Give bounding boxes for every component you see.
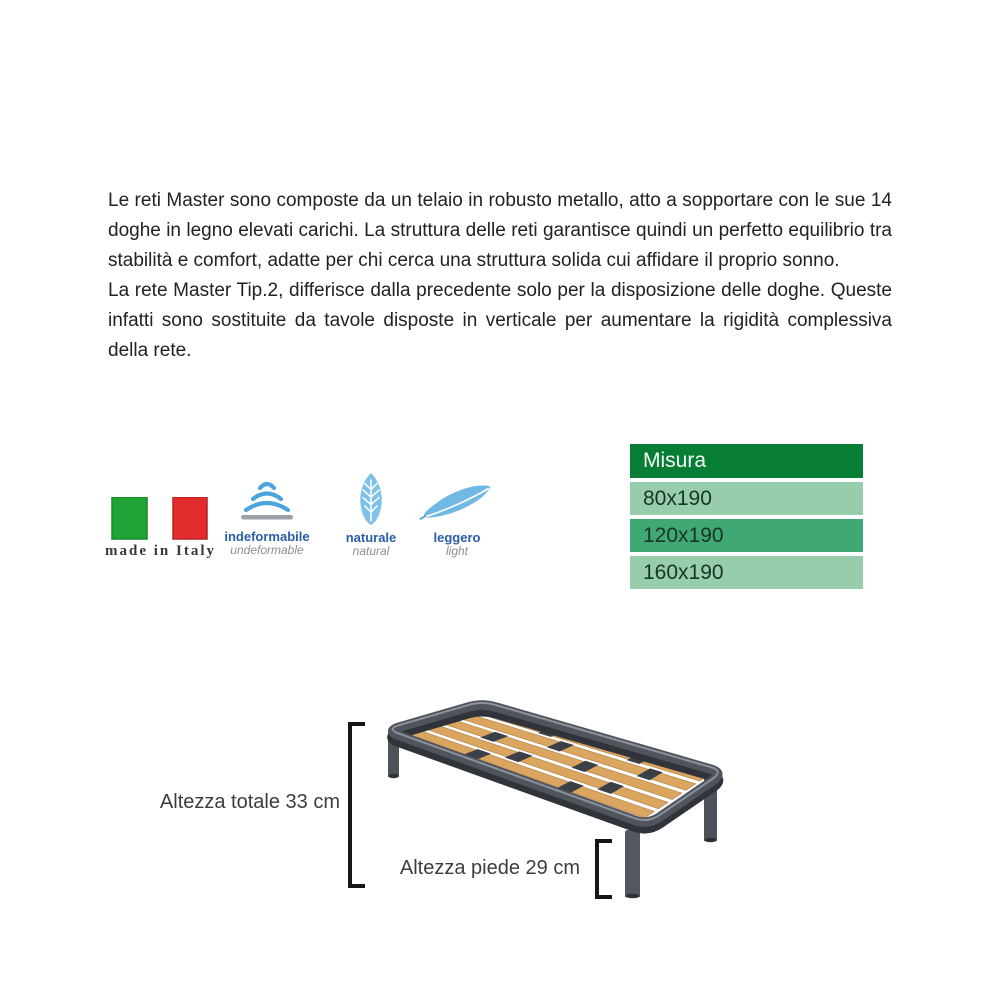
- leggero-badge: [402, 482, 512, 558]
- total-height-bracket: [348, 722, 365, 888]
- italy-flag-icon: [108, 497, 212, 540]
- product-description: [108, 186, 892, 366]
- naturale-label-en: natural: [352, 544, 390, 558]
- bed-frame-illustration: [330, 680, 790, 920]
- size-table: [630, 444, 863, 589]
- made-in-italy-label: made in Italy: [105, 543, 217, 559]
- indeformabile-label-it: indeformabile: [224, 529, 310, 544]
- made-in-italy-badge: [105, 497, 215, 560]
- naturale-label-it: naturale: [345, 530, 397, 545]
- size-row-120x190: 120x190: [630, 519, 863, 552]
- leaf-icon: [354, 471, 388, 527]
- description-paragraph-1: Le reti Master sono composte da un telaio in robusto metallo, atto a sopportare con le sue 14 doghe in legno elevati carichi. La struttura delle reti garantisce quindi un perfetto equilibrio tra stabilità e comfort, adatte per chi cerca una struttura solida cui affidare il proprio sonno.: [108, 190, 892, 271]
- leg-height-bracket: [595, 839, 612, 899]
- undeformable-icon: [236, 478, 298, 520]
- size-table-header: Misura: [630, 444, 863, 478]
- feather-icon: [414, 482, 500, 522]
- description-paragraph-2: La rete Master Tip.2, differisce dalla precedente solo per la disposizione delle doghe. Queste infatti sono sostituite da tavole disposte in verticale per aumentare la rigidità complessiva della rete.: [108, 280, 892, 361]
- leggero-label-en: light: [445, 544, 468, 558]
- leg-height-label: Altezza piede 29 cm: [399, 857, 580, 879]
- leggero-label-it: leggero: [433, 530, 481, 545]
- size-row-80x190: 80x190: [630, 482, 863, 515]
- total-height-label: Altezza totale 33 cm: [159, 791, 340, 813]
- indeformabile-badge: [212, 478, 322, 557]
- size-row-160x190: 160x190: [630, 556, 863, 589]
- indeformabile-label-en: undeformable: [230, 543, 304, 557]
